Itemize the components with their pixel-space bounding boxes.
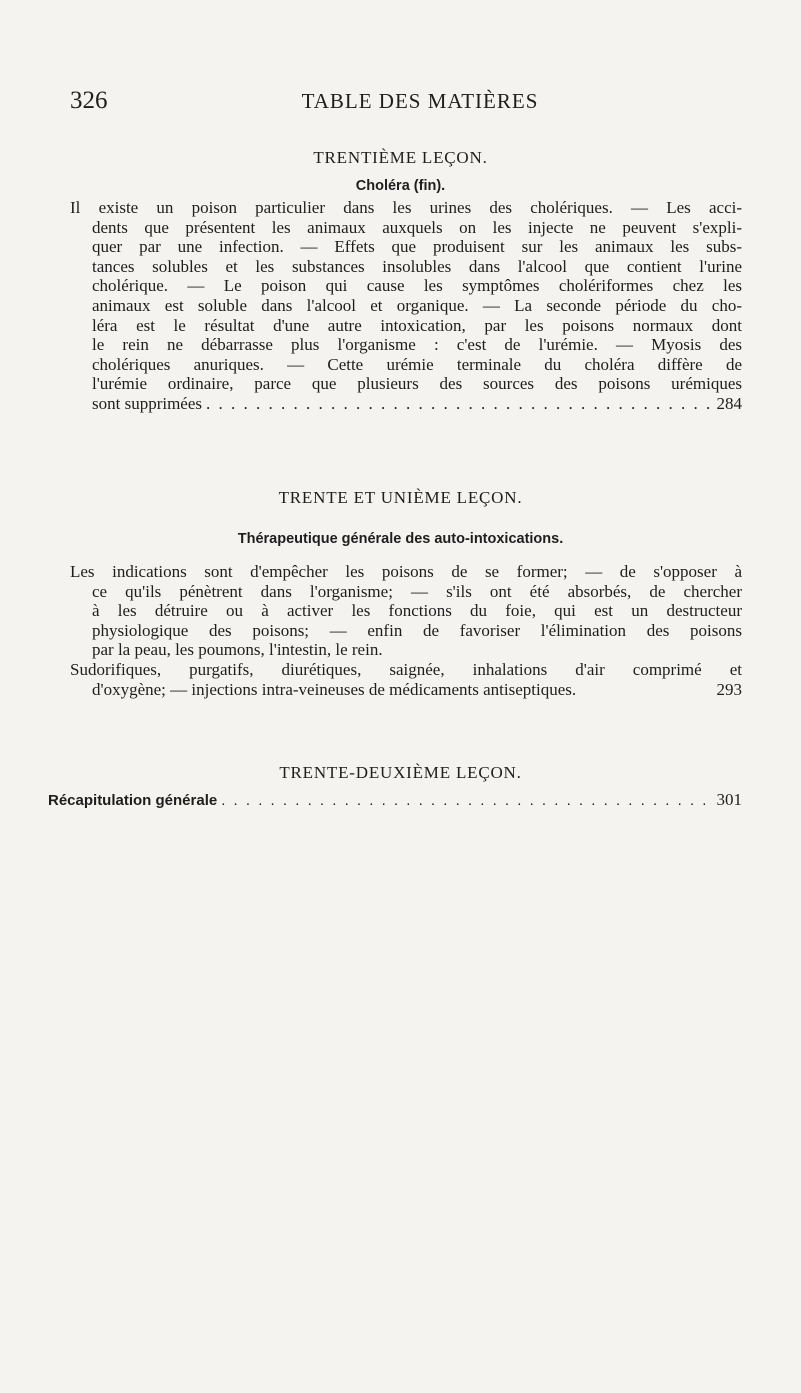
summary-line: quer par une infection. — Effets que produisent sur les animaux les subs- bbox=[92, 237, 742, 257]
lesson-title-32: TRENTE-DEUXIÈME LEÇON. bbox=[279, 763, 522, 782]
summary-line: tances solubles et les substances insolubles dans l'alcool que contient l'urine bbox=[92, 256, 742, 276]
summary-line: ce qu'ils pénètrent dans l'organisme; — s'ils ont été absorbés, de chercher bbox=[92, 581, 742, 601]
lesson-subject-31: Thérapeutique générale des auto-intoxications. bbox=[237, 531, 564, 547]
page-reference: 284 bbox=[716, 393, 742, 413]
summary-line: par la peau, les poumons, l'intestin, le rein. bbox=[92, 640, 383, 660]
summary-line: animaux est soluble dans l'alcool et organique. — La seconde période du cho- bbox=[92, 295, 742, 315]
entry-last-line: d'oxygène; — injections intra-veineuses de médicaments antiseptiques. bbox=[92, 679, 577, 699]
lesson-title-30: TRENTIÈME LEÇON. bbox=[313, 148, 488, 167]
toc-entry-line bbox=[70, 394, 742, 414]
summary-line: à les détruire ou à activer les fonctions du foie, qui est un destructeur bbox=[92, 601, 742, 621]
lesson-subject-32: Récapitulation générale bbox=[48, 792, 218, 809]
summary-line: Les indications sont d'empêcher les poisons de se former; — de s'opposer à bbox=[70, 562, 742, 581]
summary-line: physiologique des poisons; — enfin de favoriser l'élimination des poisons bbox=[92, 620, 742, 640]
toc-entry-line bbox=[48, 790, 742, 810]
running-title: TABLE DES MATIÈRES bbox=[301, 89, 539, 113]
page-header bbox=[50, 86, 750, 116]
summary-line: cholérique. — Le poison qui cause les symptômes cholériformes chez les bbox=[92, 276, 742, 296]
page-reference: 301 bbox=[716, 790, 742, 809]
summary-line: dents que présentent les animaux auxquels on les injecte ne peuvent s'expli- bbox=[92, 217, 742, 237]
summary-line: l'urémie ordinaire, parce que plusieurs des sources des poisons urémiques bbox=[92, 374, 742, 394]
summary-line: le rein ne débarrasse plus l'organisme : c'est de l'urémie. — Myosis des bbox=[92, 335, 742, 355]
lesson-subject-30: Choléra (fin). bbox=[355, 178, 446, 194]
toc-entry-line bbox=[70, 680, 742, 700]
page-reference: 293 bbox=[716, 679, 742, 699]
summary-line: Sudorifiques, purgatifs, diurétiques, saignée, inhalations d'air comprimé et bbox=[70, 659, 742, 679]
leader-dots bbox=[206, 394, 712, 414]
summary-line: cholériques anuriques. — Cette urémie terminale du choléra diffère de bbox=[92, 354, 742, 374]
leader-dots bbox=[221, 792, 712, 809]
lesson-title-31: TRENTE ET UNIÈME LEÇON. bbox=[278, 488, 523, 507]
lesson-summary-31 bbox=[70, 562, 742, 699]
summary-line: léra est le résultat d'une autre intoxication, par les poisons normaux dont bbox=[92, 315, 742, 335]
lesson-summary-30 bbox=[70, 198, 742, 414]
summary-line: Il existe un poison particulier dans les urines des cholériques. — Les acci- bbox=[70, 198, 742, 217]
page-number: 326 bbox=[70, 87, 108, 114]
entry-last-line: sont supprimées bbox=[92, 393, 203, 413]
